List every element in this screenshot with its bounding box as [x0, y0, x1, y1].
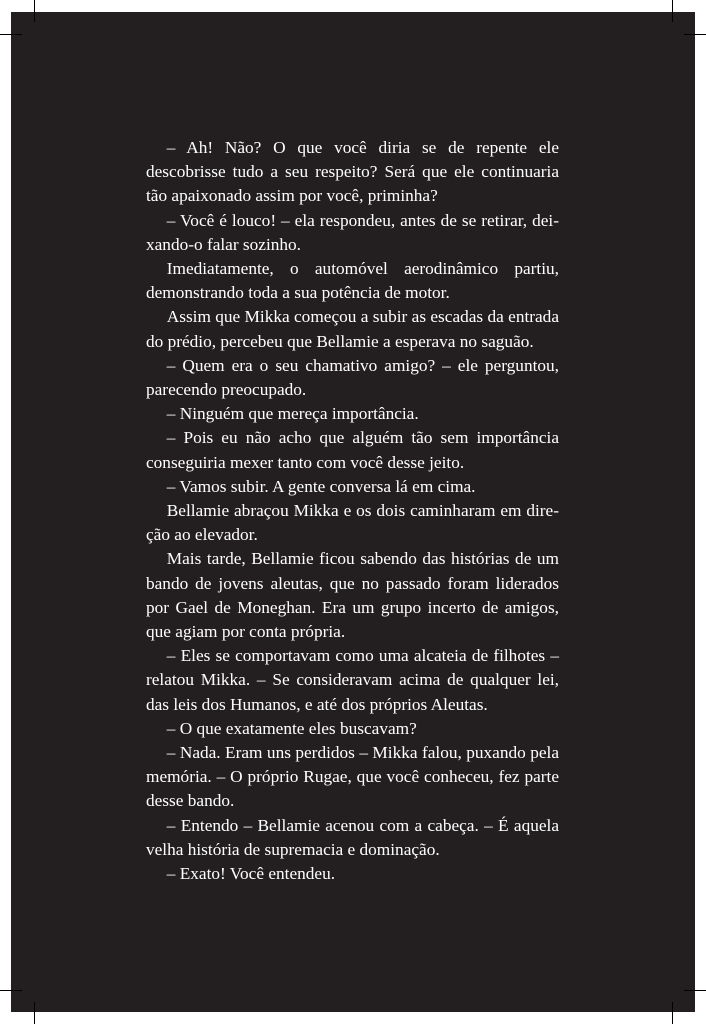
crop-mark-top-left-vertical [34, 0, 35, 22]
paragraph: – Vamos subir. A gente conversa lá em cima. [166, 476, 476, 496]
paragraph: – Entendo – Bellamie acenou com a cabeça. – É aquela velha história de supremacia e dominação. [146, 815, 559, 859]
paragraph: Mais tarde, Bellamie ficou sabendo das histórias de um bando de jovens aleutas, que no passado foram liderados por Gael de Moneghan. Era um grupo incerto de amigos, que agiam por conta própria. [146, 549, 559, 642]
paragraph: – Pois eu não acho que alguém tão sem importância conseguiria mexer tanto com você desse jeito. [146, 428, 559, 472]
crop-mark-top-right-horizontal [684, 34, 706, 35]
paragraph: – Ninguém que mereça importância. [166, 404, 419, 424]
crop-mark-bottom-right-horizontal [684, 990, 706, 991]
paragraph: – Você é louco! – ela respondeu, antes de se retirar, deixando-o falar sozinho. [146, 210, 559, 254]
paragraph: Bellamie abraçou Mikka e os dois caminharam em direção ao elevador. [146, 501, 559, 545]
paragraph: – Exato! Você entendeu. [166, 864, 336, 884]
paragraph: – Ah! Não? O que você diria se de repente ele descobrisse tudo a seu respeito? Será que ele continuaria tão apaixonado assim por você, priminha? [146, 138, 559, 206]
paragraph: – O que exatamente eles buscavam? [166, 718, 417, 738]
body-text [146, 136, 559, 886]
crop-mark-bottom-left-horizontal [0, 990, 22, 991]
crop-mark-top-left-horizontal [0, 34, 22, 35]
paragraph: Assim que Mikka começou a subir as escadas da entrada do prédio, percebeu que Bellamie a esperava no saguão. [146, 307, 559, 351]
paragraph: – Quem era o seu chamativo amigo? – ele perguntou, parecendo preocupado. [146, 355, 559, 400]
paragraph: – Eles se comportavam como uma alcateia de filhotes – relatou Mikka. – Se consideravam acima de qualquer lei, das leis dos Humanos, e até dos próprios Aleutas. [146, 646, 559, 714]
crop-mark-bottom-right-vertical [672, 1002, 673, 1024]
paragraph: Imediatamente, o automóvel aerodinâmico partiu, demonstrando toda a sua potência de motor. [146, 259, 559, 303]
paragraph: – Nada. Eram uns perdidos – Mikka falou, puxando pela memória. – O próprio Rugae, que você conheceu, fez parte desse bando. [146, 743, 559, 811]
crop-mark-top-right-vertical [672, 0, 673, 22]
crop-mark-bottom-left-vertical [34, 1002, 35, 1024]
